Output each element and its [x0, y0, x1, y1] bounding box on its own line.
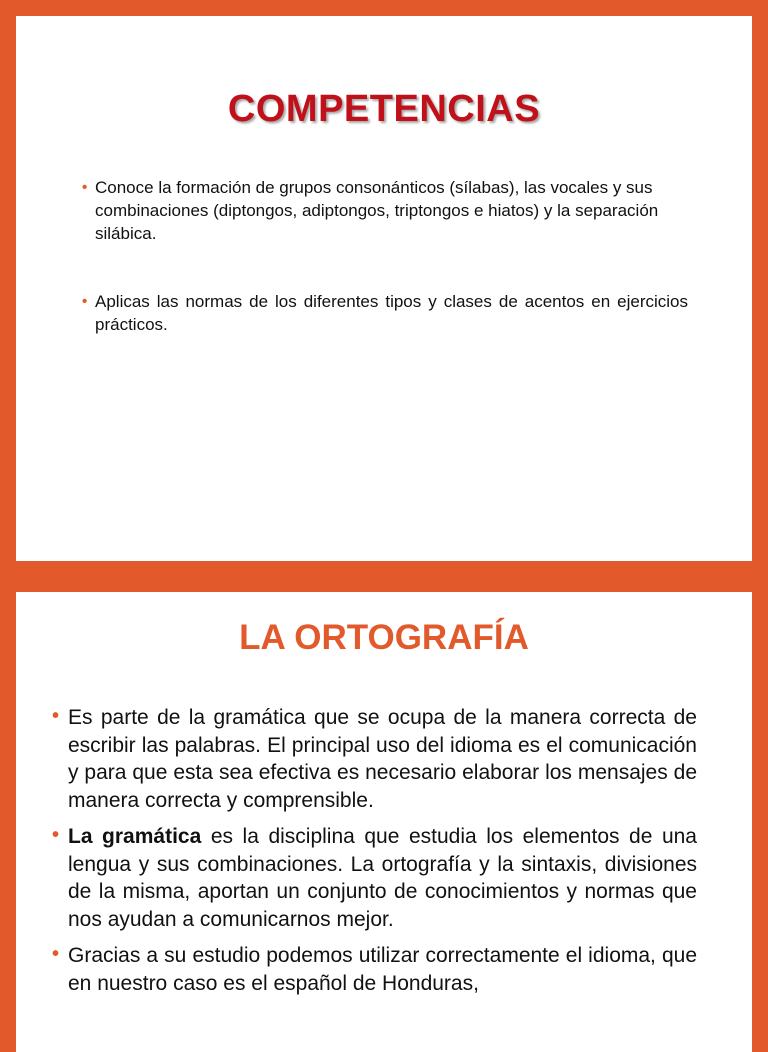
bullet-icon: • [52, 824, 60, 846]
bullet-icon: • [52, 943, 60, 965]
bullet-icon: • [52, 705, 60, 727]
bullet-text: Aplicas las normas de los diferentes tipos y clases de acentos en ejercicios prácticos. [95, 292, 688, 334]
ortografia-list [52, 704, 697, 1006]
competencias-list [82, 176, 688, 381]
list-item [52, 823, 697, 933]
bullet-text: es la disciplina que estudia los elementos de una lengua y sus combinaciones. La ortografía y la sintaxis, divisiones de la misma, aportan un conjunto de conocimientos y normas que nos ayudan a comunicarnos mejor. [68, 825, 697, 931]
bullet-text: Es parte de la gramática que se ocupa de la manera correcta de escribir las palabras. El principal uso del idioma es el comunicación y para que esta sea efectiva es necesario elaborar los mensajes de manera correcta y comprensible. [68, 706, 697, 812]
bullet-bold-term: La gramática [68, 825, 202, 848]
list-item [82, 290, 688, 336]
slide-title-ortografia: LA ORTOGRAFÍA [239, 618, 529, 657]
slide-title-competencias: COMPETENCIAS [227, 88, 541, 130]
bullet-text: Conoce la formación de grupos consonánticos (sílabas), las vocales y sus combinaciones (diptongos, adiptongos, triptongos e hiatos) y la separación silábica. [95, 178, 659, 243]
bullet-icon: • [82, 179, 88, 196]
bullet-text: Gracias a su estudio podemos utilizar correctamente el idioma, que en nuestro caso es el español de Honduras, [68, 944, 697, 995]
list-item [52, 942, 697, 997]
list-item [82, 176, 688, 245]
slide-ortografia [16, 592, 752, 1052]
bullet-icon: • [82, 293, 88, 310]
slide-competencias [16, 16, 752, 561]
list-item [52, 704, 697, 814]
